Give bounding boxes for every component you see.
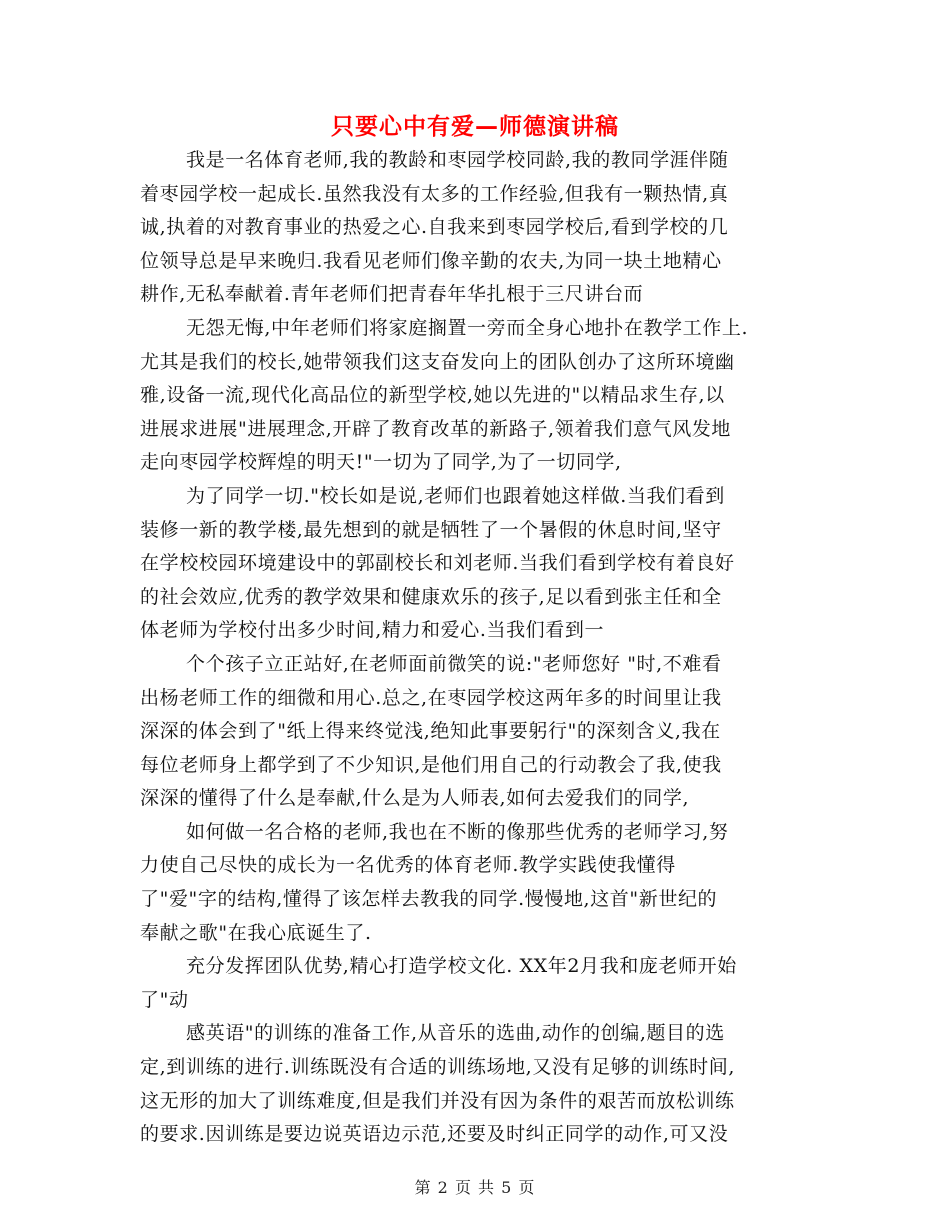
body-text-line: 如何做一名合格的老师,我也在不断的像那些优秀的老师学习,努: [186, 820, 729, 843]
body-text-line: 装修一新的教学楼,最先想到的就是牺牲了一个暑假的休息时间,坚守: [140, 518, 722, 541]
body-text-line: 无怨无悔,中年老师们将家庭搁置一旁而全身心地扑在教学工作上.: [186, 316, 749, 339]
body-text-line: 这无形的加大了训练难度,但是我们并没有因为条件的艰苦而放松训练: [140, 1089, 735, 1112]
body-text-line: 雅,设备一流,现代化高品位的新型学校,她以先进的"以精品求生存,以: [140, 384, 725, 407]
body-text-line: 奉献之歌"在我心底诞生了.: [140, 921, 372, 944]
body-text-line: 为了同学一切."校长如是说,老师们也跟着她这样做.当我们看到: [186, 484, 725, 507]
body-text-line: 的要求.因训练是要边说英语边示范,还要及时纠正同学的动作,可又没: [140, 1123, 729, 1146]
body-text-line: 深深的体会到了"纸上得来终觉浅,绝知此事要躬行"的深刻含义,我在: [140, 720, 721, 743]
body-text-line: 了"爱"字的结构,懂得了该怎样去教我的同学.慢慢地,这首"新世纪的: [140, 888, 718, 911]
body-text-line: 了"动: [140, 988, 189, 1011]
body-text-line: 我是一名体育老师,我的教龄和枣园学校同龄,我的教同学涯伴随: [186, 149, 729, 171]
body-text-line: 进展求进展"进展理念,开辟了教育改革的新路子,领着我们意气风发地: [140, 417, 732, 440]
body-text-line: 走向枣园学校辉煌的明天!"一切为了同学,为了一切同学,: [140, 451, 622, 474]
body-text-line: 个个孩子立正站好,在老师面前微笑的说:"老师您好 "时,不难看: [186, 652, 722, 675]
body-text-line: 每位老师身上都学到了不少知识,是他们用自己的行动教会了我,使我: [140, 753, 722, 776]
body-text-line: 力使自己尽快的成长为一名优秀的体育老师.教学实践使我懂得: [140, 854, 676, 877]
document-body: [140, 144, 820, 1152]
body-text-line: 在学校校园环境建设中的郭副校长和刘老师.当我们看到学校有着良好: [140, 552, 735, 575]
body-text-line: 耕作,无私奉献着.青年老师们把青春年华扎根于三尺讲台而: [140, 283, 644, 306]
body-text-line: 位领导总是早来晚归.我看见老师们像辛勤的农夫,为同一块土地精心: [140, 249, 722, 272]
body-text-line: 体老师为学校付出多少时间,精力和爱心.当我们看到一: [140, 619, 605, 642]
body-text-line: 的社会效应,优秀的教学效果和健康欢乐的孩子,足以看到张主任和全: [140, 585, 722, 608]
body-text-line: 尤其是我们的校长,她带领我们这支奋发向上的团队创办了这所环境幽: [140, 350, 735, 373]
body-text-line: 定,到训练的进行.训练既没有合适的训练场地,又没有足够的训练时间,: [140, 1056, 735, 1079]
page-footer: 第 2 页 共 5 页: [414, 1178, 536, 1197]
document-title: 只要心中有爱—师德演讲稿: [331, 114, 619, 140]
body-text-line: 深深的懂得了什么是奉献,什么是为人师表,如何去爱我们的同学,: [140, 787, 690, 810]
body-text-line: 诚,执着的对教育事业的热爱之心.自我来到枣园学校后,看到学校的几: [140, 216, 729, 239]
body-text-line: 充分发挥团队优势,精心打造学校文化. XX年2月我和庞老师开始: [186, 955, 737, 978]
body-text-line: 感英语"的训练的准备工作,从音乐的选曲,动作的创编,题目的选: [186, 1022, 725, 1045]
body-text-line: 出杨老师工作的细微和用心.总之,在枣园学校这两年多的时间里让我: [140, 686, 722, 709]
body-text-line: 着枣园学校一起成长.虽然我没有太多的工作经验,但我有一颗热情,真: [140, 182, 729, 205]
